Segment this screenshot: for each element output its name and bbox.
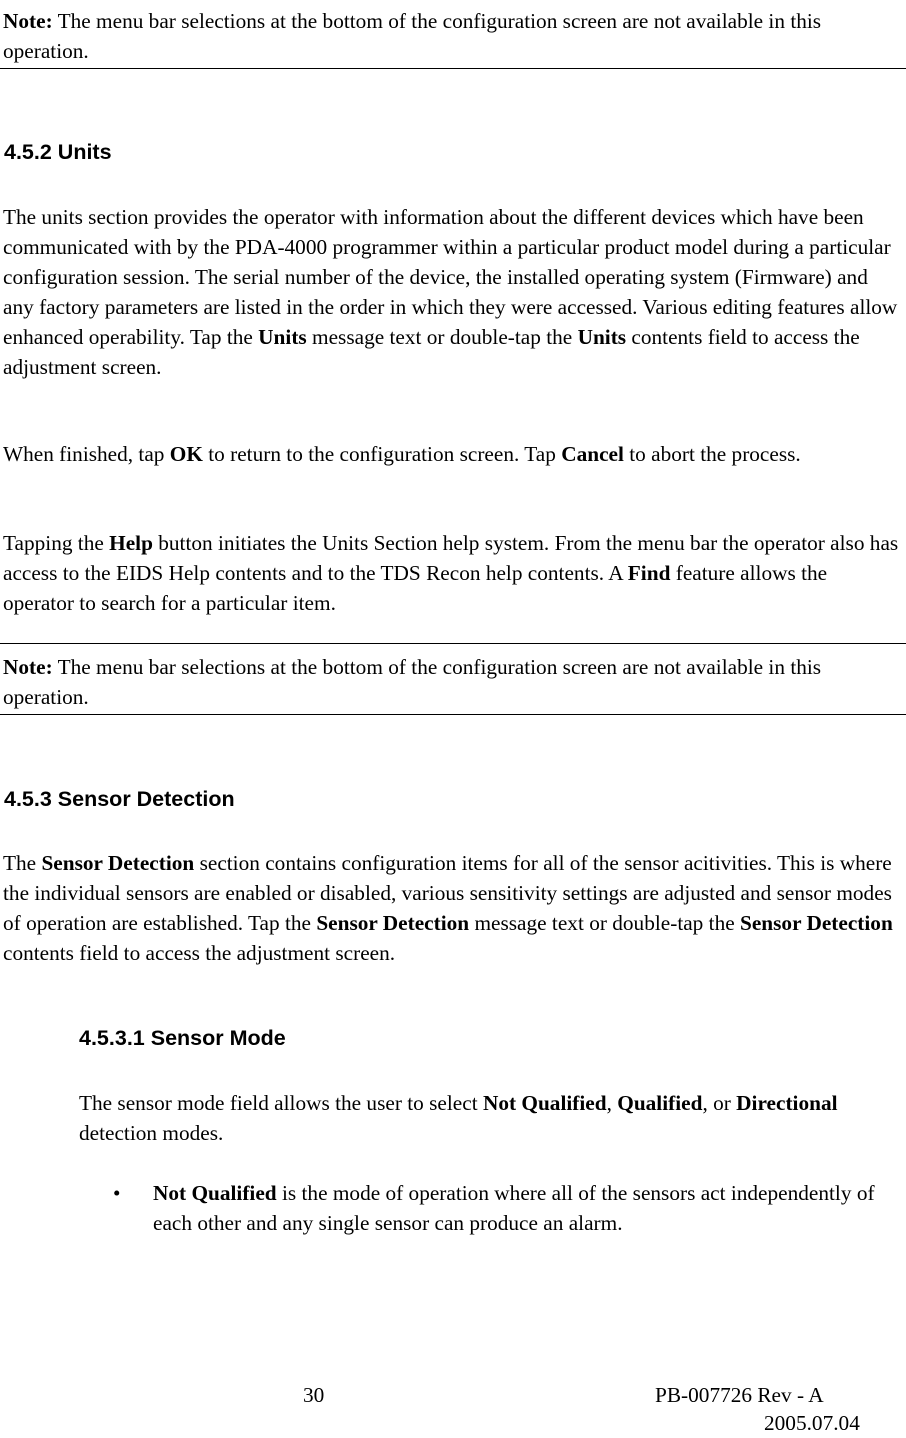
text: feature allows the operator to search for a particular item. <box>3 561 828 615</box>
text: contents field to access the adjustment screen. <box>3 325 860 379</box>
bold-text: Not Qualified <box>153 1181 277 1205</box>
bold-text: Units <box>577 325 627 349</box>
bold-text: Units <box>258 325 307 349</box>
bold-text: Sensor Detection <box>41 851 195 875</box>
bold-text: Sensor Detection <box>740 911 893 935</box>
note-top <box>3 6 903 66</box>
text: The <box>3 851 42 875</box>
note-text: The menu bar selections at the bottom of the configuration screen are not available in this operation. <box>3 655 822 709</box>
text: Tapping the <box>3 531 110 555</box>
bold-text: Sensor Detection <box>316 911 470 935</box>
text: , or <box>702 1091 737 1115</box>
text: button initiates the Units Section help system. From the menu bar the operator also has access to the EIDS Help contents and to the TDS Recon help contents. A <box>3 531 899 585</box>
sensor-detection-paragraph <box>3 848 903 968</box>
bold-text: Directional <box>736 1091 838 1115</box>
bold-text: OK <box>169 442 203 466</box>
note-text: The menu bar selections at the bottom of the configuration screen are not available in this operation. <box>3 9 822 63</box>
note-label: Note: <box>3 655 53 679</box>
bold-text: Cancel <box>561 442 624 466</box>
note-middle <box>3 652 903 712</box>
page-number: 30 <box>303 1383 325 1407</box>
units-paragraph-1 <box>3 202 903 382</box>
section-heading-units: 4.5.2 Units <box>4 140 112 164</box>
text: message text or double-tap the <box>306 325 578 349</box>
sensor-mode-paragraph <box>79 1088 899 1148</box>
text: contents field to access the adjustment screen. <box>3 941 396 965</box>
units-paragraph-2 <box>3 439 903 469</box>
bullet-item-not-qualified <box>153 1178 898 1238</box>
text: , <box>606 1091 618 1115</box>
text: to return to the configuration screen. Tap <box>202 442 562 466</box>
bold-text: Find <box>627 561 671 585</box>
text: detection modes. <box>79 1121 224 1145</box>
divider <box>0 643 906 644</box>
document-date: 2005.07.04 <box>764 1411 860 1435</box>
units-paragraph-3 <box>3 528 903 618</box>
bold-text: Qualified <box>617 1091 703 1115</box>
bold-text: Not Qualified <box>482 1091 607 1115</box>
text: to abort the process. <box>623 442 801 466</box>
text: The sensor mode field allows the user to select <box>79 1091 483 1115</box>
text: message text or double-tap the <box>469 911 740 935</box>
divider <box>0 68 906 69</box>
divider <box>0 714 906 715</box>
section-heading-sensor-detection: 4.5.3 Sensor Detection <box>4 787 235 811</box>
note-label: Note: <box>3 9 53 33</box>
text: When finished, tap <box>3 442 170 466</box>
text: is the mode of operation where all of the sensors act independently of each other and any single sensor can produce an alarm. <box>153 1181 875 1235</box>
bullet-icon: • <box>113 1181 121 1205</box>
subsection-heading-sensor-mode: 4.5.3.1 Sensor Mode <box>79 1026 286 1050</box>
bold-text: Help <box>109 531 153 555</box>
text: section contains configuration items for all of the sensor acitivities. This is where the individual sensors are enabled or disabled, various sensitivity settings are adjusted and sensor modes of operation are established. Tap the <box>3 851 892 935</box>
text: The units section provides the operator with information about the different devices which have been communicated with by the PDA-4000 programmer within a particular product model during a particular configuration session. The serial number of the device, the installed operating system (Firmware) and any factory parameters are listed in the order in which they were accessed. Various editing features allow enhanced operability. Tap the <box>3 205 898 349</box>
document-number: PB-007726 Rev - A <box>655 1383 824 1407</box>
